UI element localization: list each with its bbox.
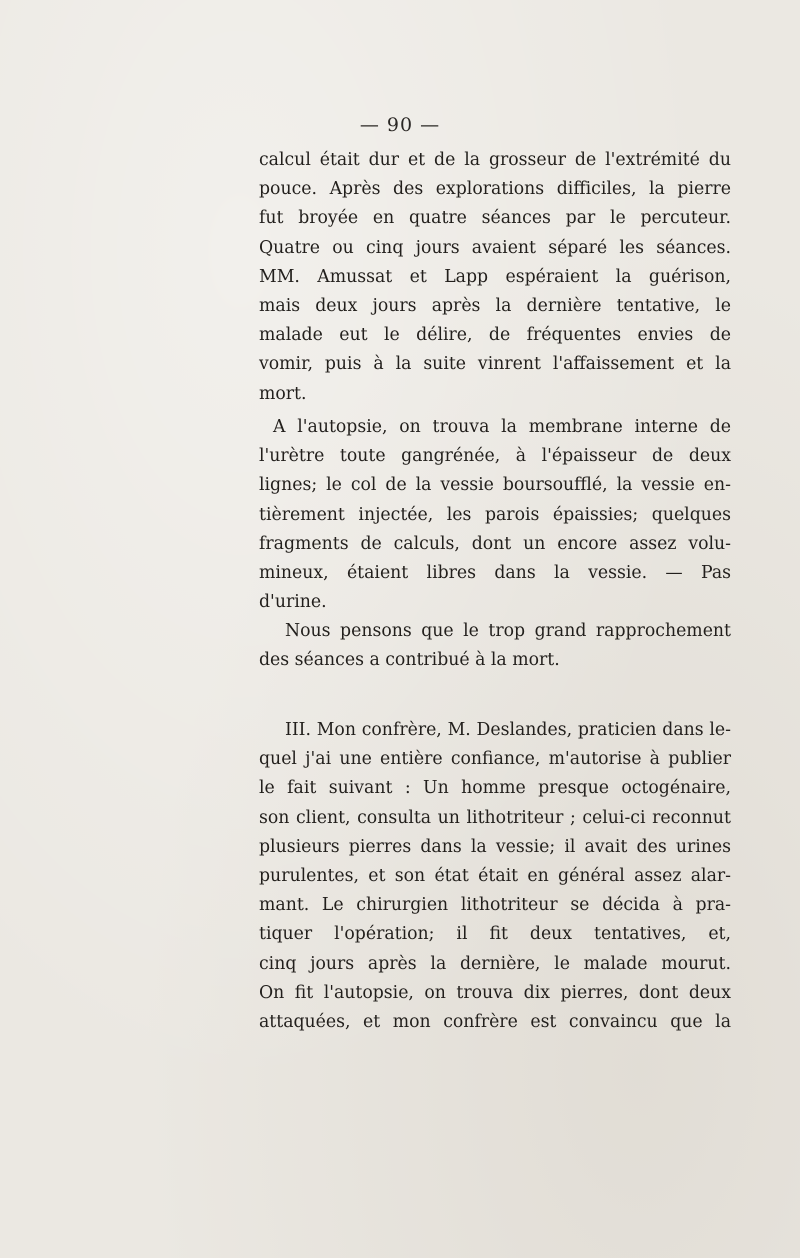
text-line: des séances a contribué à la mort.	[259, 650, 560, 671]
text-line: mort.	[259, 383, 307, 404]
text-line: cinq jours après la dernière, le malade mourut.	[259, 953, 731, 974]
paragraph-1	[259, 146, 731, 409]
text-line: III. Mon confrère, M. Deslandes, praticien dans le-	[285, 720, 731, 740]
text-line: son client, consulta un lithotriteur ; celui-ci reconnut	[259, 807, 731, 828]
text-line: calcul était dur et de la grosseur de l'extrémité du	[259, 150, 731, 170]
text-line: plusieurs pierres dans la vessie; il avait des urines	[259, 836, 731, 857]
text-line: fragments de calculs, dont un encore assez volu-	[259, 533, 731, 554]
text-line: malade eut le délire, de fréquentes envies de	[259, 325, 731, 346]
text-line: vomir, puis à la suite vinrent l'affaissement et la	[259, 354, 731, 375]
text-line: purulentes, et son état était en général assez alar-	[259, 865, 731, 886]
page-number: — 90 —	[359, 114, 441, 136]
paragraph-3	[259, 617, 731, 675]
text-line: A l'autopsie, on trouva la membrane interne de	[273, 417, 731, 437]
text-line: MM. Amussat et Lapp espéraient la guérison,	[259, 266, 731, 287]
text-line: mant. Le chirurgien lithotriteur se décida à pra-	[259, 895, 731, 916]
text-line: attaquées, et mon confrère est convaincu que la	[259, 1011, 731, 1032]
text-line: pouce. Après des explorations difficiles, la pierre	[259, 179, 731, 200]
text-line: On fit l'autopsie, on trouva dix pierres, dont deux	[259, 982, 731, 1003]
text-line: Nous pensons que le trop grand rapprochement	[285, 621, 731, 641]
text-line: quel j'ai une entière confiance, m'autorise à publier	[259, 749, 731, 770]
text-line: fut broyée en quatre séances par le percuteur.	[259, 208, 731, 229]
paragraph-2	[259, 413, 731, 617]
text-line: lignes; le col de la vessie boursoufflé, la vessie en-	[259, 475, 731, 496]
paragraph-4	[259, 716, 731, 1037]
text-line: Quatre ou cinq jours avaient séparé les séances.	[259, 237, 731, 258]
text-line: mais deux jours après la dernière tentative, le	[259, 295, 731, 316]
text-line: le fait suivant : Un homme presque octogénaire,	[259, 778, 731, 799]
text-line: d'urine.	[259, 592, 327, 613]
text-line: l'urètre toute gangrénée, à l'épaisseur de deux	[259, 446, 731, 467]
text-line: tièrement injectée, les parois épaissies; quelques	[259, 504, 731, 525]
text-line: mineux, étaient libres dans la vessie. — Pas	[259, 562, 731, 583]
text-line: tiquer l'opération; il fit deux tentatives, et,	[259, 924, 731, 945]
